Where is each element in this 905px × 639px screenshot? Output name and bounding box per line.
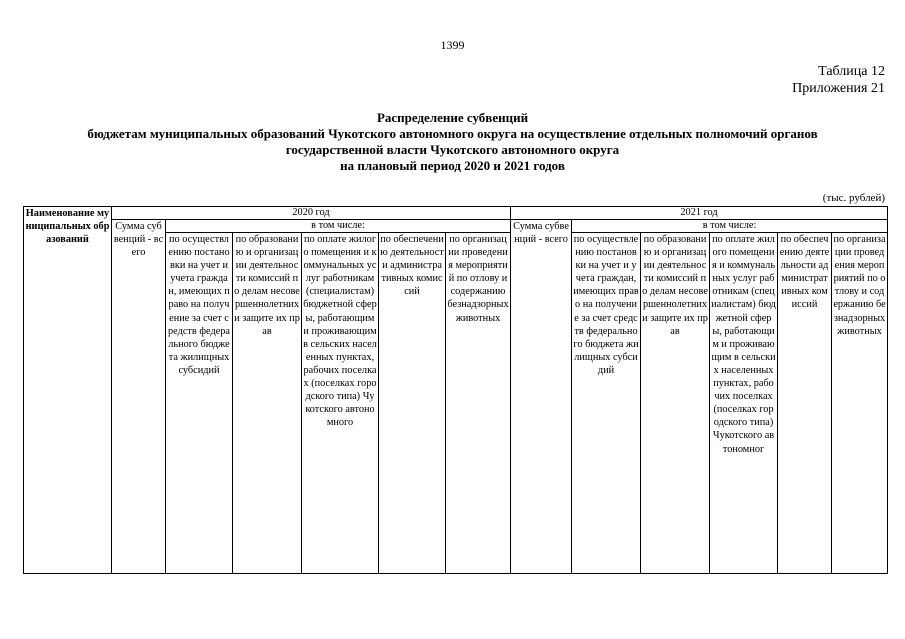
- title-line-2: бюджетам муниципальных образований Чукотского автономного округа на осуществление отдельных полномочий органов: [87, 126, 818, 141]
- units-label: (тыс. рублей): [822, 192, 885, 204]
- appendix-number: Приложения 21: [792, 81, 885, 96]
- document-title: [0, 110, 905, 174]
- header-including-2021: в том числе:: [572, 220, 888, 233]
- title-line-1: Распределение субвенций: [376, 110, 529, 125]
- header-year-2020: 2020 год: [112, 207, 511, 220]
- header-2021-admin-commissions: по обеспечению деятельности административных комиссий: [778, 233, 832, 574]
- header-2020-housing-payment: по оплате жилого помещения и коммунальных услуг работникам (специалистам) бюджетной сферы, работающим и проживающим в сельских населенных пунктах, рабочих поселках (поселках городского типа) Чукотского автономного: [302, 233, 379, 574]
- header-including-2020: в том числе:: [166, 220, 511, 233]
- header-2021-commissions-minors: по образованию и организации деятельности комиссий по делам несовершеннолетних и защите их прав: [641, 233, 710, 574]
- table-number: Таблица 12: [818, 64, 885, 79]
- header-2020-stray-animals: по организации проведения мероприятий по отлову и содержанию безнадзорных животных: [446, 233, 511, 574]
- header-2020-commissions-minors: по образованию и организации деятельности комиссий по делам несовершеннолетних и защите их прав: [233, 233, 302, 574]
- title-line-3: государственной власти Чукотского автономного округа: [285, 142, 620, 157]
- header-2020-admin-commissions: по обеспечению деятельности административных комиссий: [379, 233, 446, 574]
- header-municipality: Наименование муниципальных образований: [24, 207, 112, 574]
- subventions-table: [23, 206, 888, 574]
- table-reference: [792, 63, 885, 97]
- header-2021-registration: по осуществлению постановки на учет и учета граждан, имеющих право на получение за счет средств федерального бюджета жилищных субсидий: [572, 233, 641, 574]
- header-2021-housing-payment: по оплате жилого помещения и коммунальных услуг работникам (специалистам) бюджетной сферы, работающим и проживающим в сельских населенных пунктах, рабочих поселках (поселках городского типа) Чукотского автономног: [710, 233, 778, 574]
- header-2021-stray-animals: по организации проведения мероприятий по отлову и содержанию безнадзорных животных: [832, 233, 888, 574]
- header-total-2021: Сумма субвенций - всего: [511, 220, 572, 574]
- header-2020-registration: по осуществлению постановки на учет и учета граждан, имеющих право на получение за счет средств федерального бюджета жилищных субсидий: [166, 233, 233, 574]
- title-line-4: на плановый период 2020 и 2021 годов: [340, 158, 565, 173]
- header-total-2020: Сумма субвенций - всего: [112, 220, 166, 574]
- page-number: 1399: [440, 38, 465, 52]
- header-year-2021: 2021 год: [511, 207, 888, 220]
